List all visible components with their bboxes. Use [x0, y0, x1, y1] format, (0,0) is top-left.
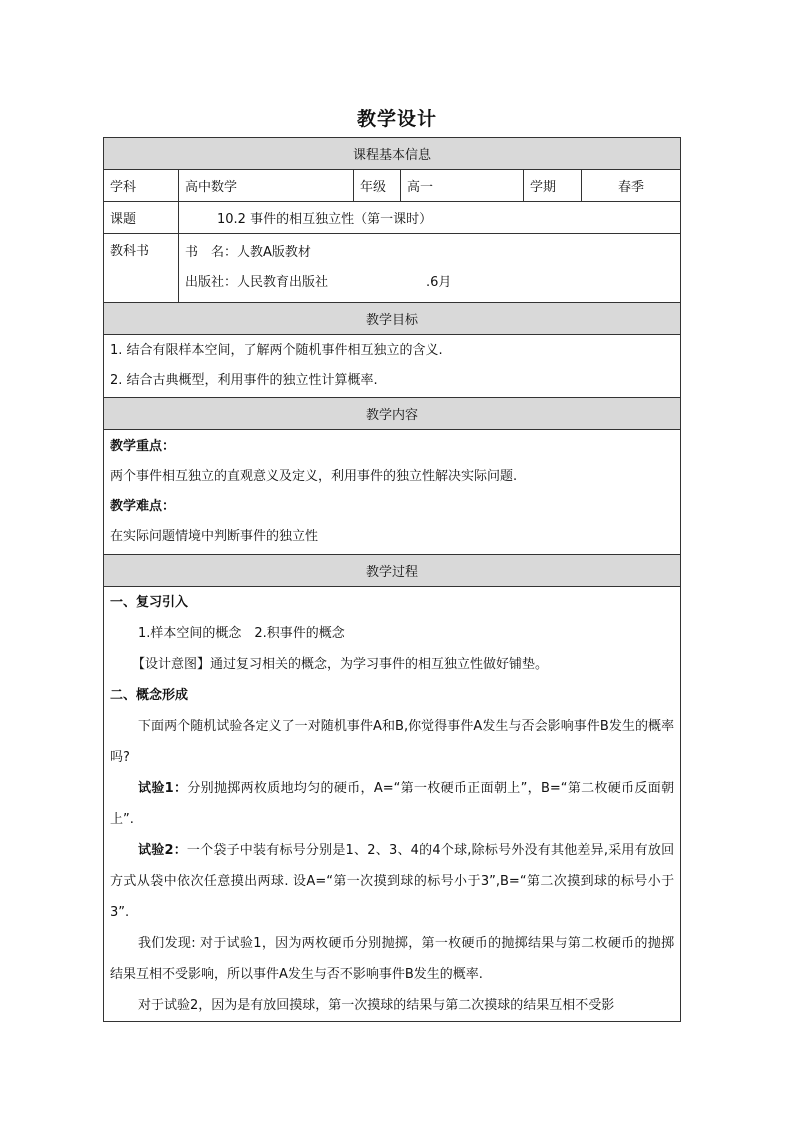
design-intent [110, 649, 674, 680]
term-label: 学期 [524, 170, 582, 202]
grade-label: 年级 [354, 170, 401, 202]
experiment-1 [110, 773, 674, 835]
section-header-process: 教学过程 [104, 555, 681, 587]
book-name: 书 名：人教A版教材 [185, 245, 311, 260]
textbook-label: 教科书 [104, 234, 179, 303]
content-block [104, 430, 681, 555]
process-block [104, 587, 681, 1022]
process-row [104, 587, 681, 1022]
key-points-label: 教学重点： [110, 439, 176, 454]
review-items: 1.样本空间的概念 2.积事件的概念 [138, 626, 345, 641]
key-points-text: 两个事件相互独立的直观意义及定义，利用事件的独立性解决实际问题. [110, 469, 518, 484]
experiment-2 [110, 835, 674, 928]
finding-paragraph: 我们发现: 对于试验1，因为两枚硬币分别抛掷，第一枚硬币的抛掷结果与第二枚硬币的抛掷结果互相不受影响，所以事件A发生与否不影响事件B发生的概率. [110, 936, 675, 982]
goals-list [104, 335, 681, 398]
topic-label: 课题 [104, 202, 179, 234]
experiment-1-text: 分别抛掷两枚质地均匀的硬币，A=“第一枚硬币正面朝上”，B=“第二枚硬币反面朝上”. [110, 781, 675, 827]
lesson-plan-table [103, 137, 681, 1022]
publisher-line [185, 268, 674, 298]
section-goals [104, 303, 681, 335]
topic-value: 10.2 事件的相互独立性（第一课时） [179, 202, 681, 234]
term-value: 春季 [582, 170, 681, 202]
subject-label: 学科 [104, 170, 179, 202]
experiment-2-text: 一个袋子中装有标号分别是1、2、3、4的4个球,除标号外没有其他差异,采用有放回方式从袋中依次任意摸出两球. 设A=“第一次摸到球的标号小于3”,B=“第二次摸到球的标号小于3”. [110, 843, 675, 920]
design-intent-text: 通过复习相关的概念，为学习事件的相互独立性做好铺垫。 [210, 657, 549, 672]
page-title: 教学设计 [356, 108, 437, 130]
experiment-2-analysis: 对于试验2，因为是有放回摸球，第一次摸球的结果与第二次摸球的结果互相不受影 [138, 998, 615, 1013]
question-paragraph: 下面两个随机试验各定义了一对随机事件A和B,你觉得事件A发生与否会影响事件B发生的概率吗? [110, 719, 675, 765]
section-process [104, 555, 681, 587]
topic-row [104, 202, 681, 234]
goals-row [104, 335, 681, 398]
goal-item: 2. 结合古典概型，利用事件的独立性计算概率. [110, 373, 378, 388]
info-row [104, 170, 681, 202]
section-header-goals: 教学目标 [104, 303, 681, 335]
textbook-row [104, 234, 681, 303]
section-content [104, 398, 681, 430]
pub-date: .6月 [426, 275, 452, 290]
goal-item: 1. 结合有限样本空间，了解两个随机事件相互独立的含义. [110, 343, 443, 358]
textbook-details [179, 234, 681, 303]
section-basic-info [104, 138, 681, 170]
grade-value: 高一 [401, 170, 524, 202]
heading-review: 一、复习引入 [110, 595, 189, 610]
design-intent-label: 【设计意图】 [132, 657, 211, 672]
experiment-2-label: 试验2： [138, 843, 187, 858]
publisher: 出版社：人民教育出版社 [185, 275, 329, 290]
content-row [104, 430, 681, 555]
section-header-basic-info: 课程基本信息 [104, 138, 681, 170]
subject-value: 高中数学 [179, 170, 354, 202]
difficult-points-text: 在实际问题情境中判断事件的独立性 [110, 529, 319, 544]
experiment-1-label: 试验1： [138, 781, 188, 796]
difficult-points-label: 教学难点： [110, 499, 176, 514]
section-header-content: 教学内容 [104, 398, 681, 430]
heading-concept: 二、概念形成 [110, 688, 189, 703]
